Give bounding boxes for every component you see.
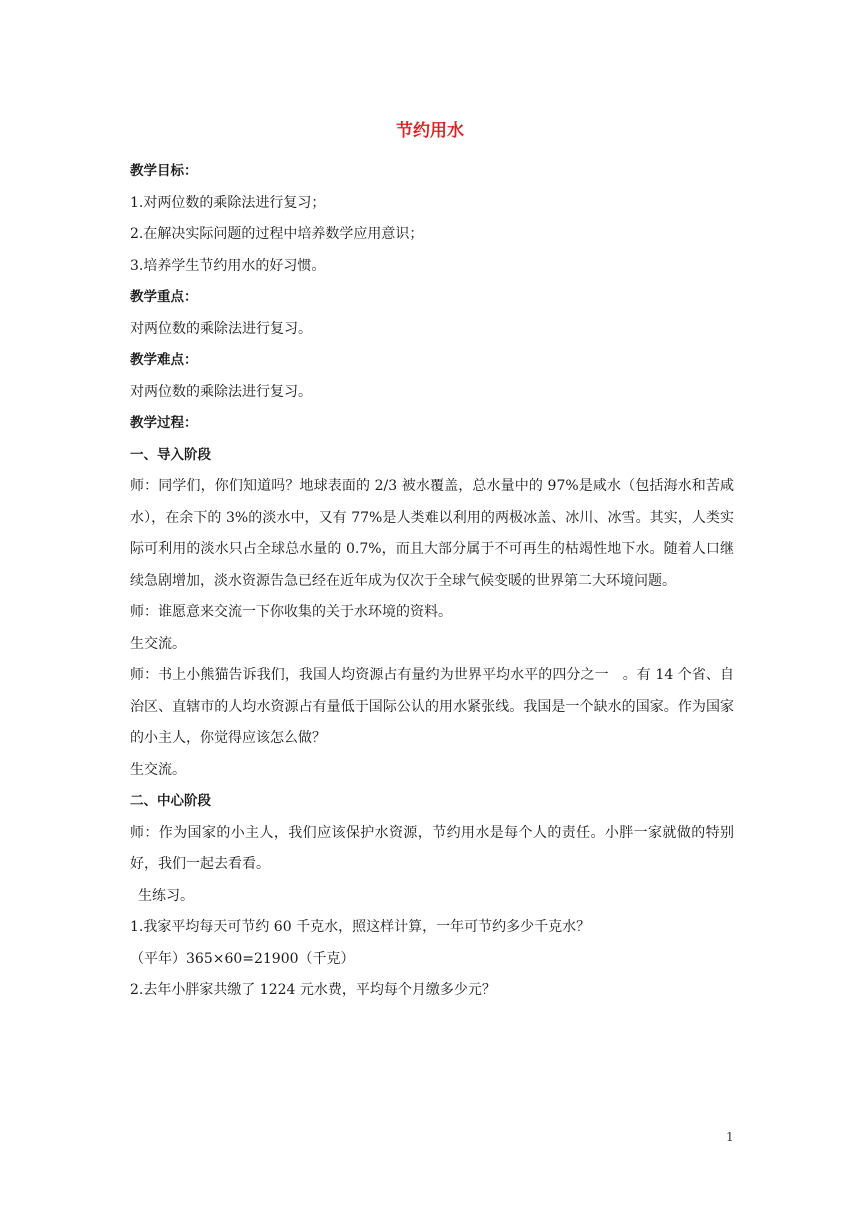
paragraph: 师：书上小熊猫告诉我们，我国人均资源占有量约为世界平均水平的四分之一 。有 14 个省、自治区、直辖市的人均水资源占有量低于国际公认的用水紧张线。我国是一个缺水的国家。作为国家的小主人，你觉得应该怎么做？	[130, 667, 734, 746]
key-text: 对两位数的乘除法进行复习。	[130, 320, 312, 337]
process-heading: 教学过程：	[130, 415, 198, 431]
exercise-item: 2.去年小胖家共缴了 1224 元水费，平均每个月缴多少元？	[130, 982, 496, 998]
stage2-heading: 二、中心阶段	[130, 793, 211, 809]
paragraph: 生交流。	[130, 761, 186, 778]
document-body	[130, 156, 734, 1007]
difficulty-text: 对两位数的乘除法进行复习。	[130, 383, 312, 400]
stage1-heading: 一、导入阶段	[130, 446, 211, 463]
goals-heading: 教学目标：	[130, 163, 198, 179]
goal-item: 2.在解决实际问题的过程中培养数学应用意识；	[130, 226, 424, 242]
paragraph: 生交流。	[130, 635, 186, 652]
paragraph: 师：同学们，你们知道吗？地球表面的 2/3 被水覆盖，总水量中的 97%是咸水（包括海水和苦咸水），在余下的 3%的淡水中，又有 77%是人类难以利用的两极冰盖、冰川、冰雪。其实，人类实际可利用的淡水只占全球总水量的 0.7%，而且大部分属于不可再生的枯竭性地下水。随着人口继续急剧增加，淡水资源告急已经在近年成为仅次于全球气候变暖的世界第二大环境问题。	[130, 478, 734, 589]
paragraph: 师：谁愿意来交流一下你收集的关于水环境的资料。	[130, 604, 452, 620]
document-title: 节约用水	[396, 121, 464, 141]
goal-item: 3.培养学生节约用水的好习惯。	[130, 257, 326, 274]
difficulty-heading: 教学难点：	[130, 352, 198, 368]
exercise-answer: （平年）365×60=21900（千克）	[130, 950, 355, 967]
page-number: 1	[726, 1130, 734, 1144]
paragraph: 生练习。	[138, 887, 194, 904]
exercise-item: 1.我家平均每天可节约 60 千克水，照这样计算，一年可节约多少千克水？	[130, 919, 591, 935]
paragraph: 师：作为国家的小主人，我们应该保护水资源，节约用水是每个人的责任。小胖一家就做的特别好，我们一起去看看。	[130, 824, 734, 872]
goal-item: 1.对两位数的乘除法进行复习；	[130, 194, 326, 211]
key-heading: 教学重点：	[130, 289, 198, 305]
